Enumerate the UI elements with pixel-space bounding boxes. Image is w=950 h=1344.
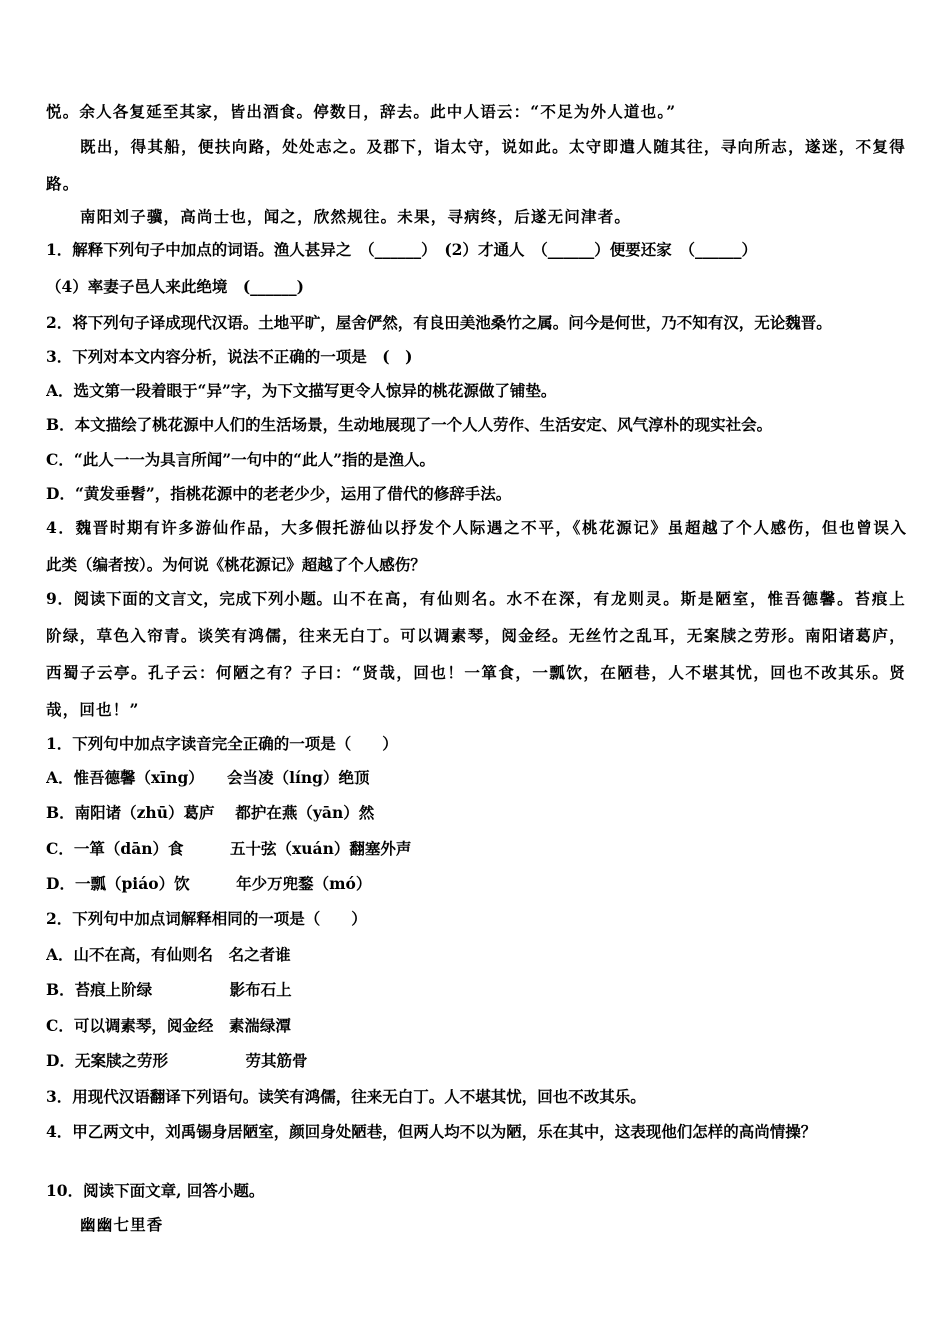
option-line: A．选文第一段着眼于“异”字，为下文描写更令人惊异的桃花源做了铺垫。 — [46, 381, 557, 400]
text-run: （xuán）翻塞外声 — [276, 839, 412, 858]
dotted-word: 箪 — [89, 839, 105, 858]
text-run: 湍绿潭 — [244, 1016, 291, 1035]
section-heading: 10．阅读下面文章, 回答小题。 — [46, 1181, 265, 1200]
text-run: （dān）食 五十 — [104, 839, 262, 858]
text-run: 其筋骨 — [261, 1051, 308, 1070]
question-line: 3．用现代汉语翻译下列语句。读笑有鸿儒，往来无白丁。人不堪其忧，回也不改其乐。 — [46, 1087, 646, 1106]
dotted-word: 名 — [228, 945, 245, 964]
text-run: 之者谁 — [244, 945, 291, 964]
text-run: 形 — [152, 1051, 246, 1070]
dotted-word: 弦 — [261, 839, 277, 858]
option-line — [46, 768, 906, 788]
text-run: A．惟吾德 — [46, 768, 121, 787]
dotted-word: 要 — [625, 240, 641, 259]
option-line — [46, 839, 906, 859]
dotted-word: 妻 — [103, 277, 119, 296]
text-run: （piáo）饮 年少万兜 — [105, 874, 299, 893]
question-line — [46, 589, 906, 609]
classical-text-line: 路。 — [46, 174, 80, 193]
dotted-word: 瓢 — [90, 874, 106, 893]
question-line: 1．下列句中加点字读音完全正确的一项是（ ） — [46, 734, 398, 753]
text-run: 琴，阅金经 — [135, 1016, 229, 1035]
classical-text-line: 哉，回也！” — [46, 700, 140, 719]
dotted-word: 凌 — [258, 768, 274, 787]
question-line: 4．甲乙两文中，刘禹锡身居陋室，颜回身处陋巷，但两人均不以为陋，乐在其中，这表现他们怎样的高尚情操？ — [46, 1122, 817, 1141]
dotted-word: 上 — [276, 980, 292, 999]
text-run: 之 （______） (2） — [335, 240, 478, 259]
text-run: （xīng） 会当 — [135, 768, 259, 787]
classical-text-line: 悦。余人各复延至其家，皆出酒食。停数日，辞去。此中人语云：“不足为外人道也。” — [46, 102, 677, 121]
text-run: （líng）绝顶 — [273, 768, 370, 787]
text-run: （yān）然 — [297, 803, 375, 822]
question-line: 3．下列对本文内容分析，说法不正确的一项是 ( ) — [46, 347, 413, 366]
text-run: A．山不在高，有仙则 — [46, 945, 198, 964]
text-run: C．可以调 — [46, 1016, 121, 1035]
text-run: 通人 （______）便 — [493, 240, 626, 259]
dotted-word: 素 — [228, 1016, 245, 1035]
option-line — [46, 1051, 906, 1071]
option-line: B．本文描绘了桃花源中人们的生活场景，生动地展现了一个人人劳作、生活安定、风气淳朴的现实社会。 — [46, 415, 773, 434]
option-line — [46, 945, 906, 965]
option-line — [46, 980, 906, 1000]
option-line: C．“此人一一为具言所闻”一句中的“此人”指的是渔人。 — [46, 450, 436, 469]
dotted-word: 才 — [477, 240, 494, 259]
dotted-word: 名 — [197, 945, 214, 964]
question-line: 4．魏晋时期有许多游仙作品，大多假托游仙以抒发个人际遇之不平，《桃花源记》虽超越了个人感伤，但也曾误入 — [46, 518, 906, 537]
text-run: 山不在高，有仙则名。水不在深，有龙则灵。斯是陋室，惟吾德馨。苔痕上 — [332, 589, 906, 608]
text-run: （zhū）葛庐 都护在 — [121, 803, 282, 822]
option-line: D．“黄发垂髫”，指桃花源中的老老少少，运用了借代的修辞手法。 — [46, 484, 512, 503]
question-line: 此类（编者按）。为何说《桃花源记》超越了个人感伤？ — [46, 555, 426, 574]
dotted-word: 馨 — [120, 768, 136, 787]
question-line — [46, 277, 906, 297]
option-line — [46, 803, 906, 823]
text-run: C．一 — [46, 839, 90, 858]
dotted-word: 上 — [105, 980, 122, 999]
text-run: 1．解释下列句子中加点的词语。渔人甚 — [46, 240, 321, 259]
question-line: 2．下列句中加点词解释相同的一项是（ ） — [46, 909, 367, 928]
classical-text-line: 西蜀子云亭。孔子云：何陋之有？子曰：“贤哉，回也！一箪食，一瓢饮，在陋巷，人不堪其忧，回也不改其乐。贤 — [46, 663, 906, 682]
dotted-word: 劳 — [136, 1051, 153, 1070]
option-line — [46, 874, 906, 894]
text-run: 还家 （______） — [640, 240, 757, 259]
classical-text-line: 既出，得其船，便扶向路，处处志之。及郡下，诣太守，说如此。太守即遣人随其往，寻向所志，遂迷，不复得 — [80, 137, 906, 156]
text-run: D．无案牍之 — [46, 1051, 137, 1070]
classical-text-line: 阶绿，草色入帘青。谈笑有鸿儒，往来无白丁。可以调素琴，阅金经。无丝竹之乱耳，无案牍之劳形。南阳诸葛庐， — [46, 626, 906, 645]
text-run: （4）率 — [46, 277, 104, 296]
dotted-word: 燕 — [281, 803, 298, 822]
classical-text-line: 南阳刘子骥，高尚士也，闻之，欣然规往。未果，寻病终，后遂无问津者。 — [80, 207, 632, 226]
text-run — [213, 945, 229, 964]
dotted-word: 劳 — [245, 1051, 261, 1070]
dotted-word: 异 — [320, 240, 336, 259]
dotted-word: 鍪 — [298, 874, 314, 893]
option-line — [46, 1016, 906, 1036]
text-run: 9．阅读下面的文言文，完成下列小题。 — [46, 589, 333, 608]
dotted-word: 素 — [120, 1016, 136, 1035]
text-run: B．南阳 — [46, 803, 106, 822]
text-run: B．苔痕 — [46, 980, 106, 999]
text-run: 子邑人来此绝境 (______) — [118, 277, 304, 296]
article-title: 幽幽七里香 — [80, 1215, 164, 1234]
question-line: 2．将下列句子译成现代汉语。土地平旷，屋舍俨然，有良田美池桑竹之属。问今是何世，乃不知有汉，无论魏晋。 — [46, 313, 832, 332]
text-run: D．一 — [46, 874, 91, 893]
text-run: （mó） — [313, 874, 372, 893]
dotted-word: 诸 — [105, 803, 122, 822]
question-line — [46, 240, 906, 260]
text-run: 阶绿 影布石 — [121, 980, 277, 999]
